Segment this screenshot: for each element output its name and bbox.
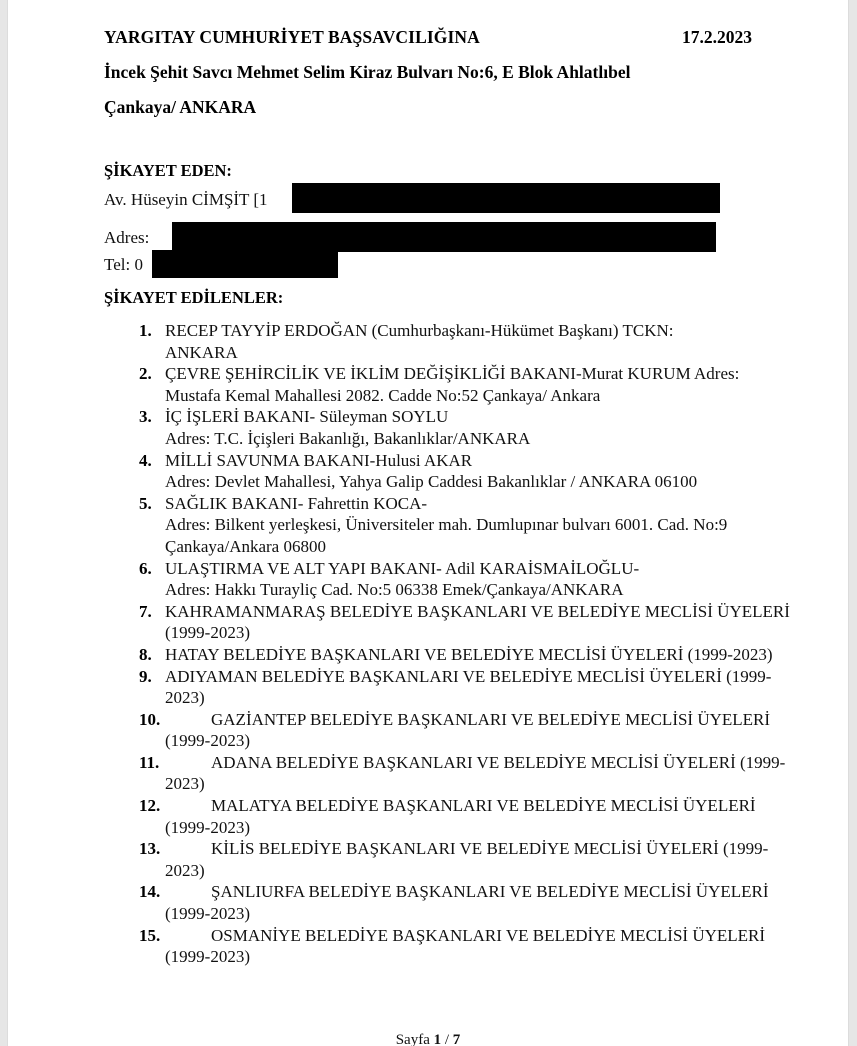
defendant-item — [104, 493, 804, 558]
defendant-number: 13. — [139, 839, 161, 859]
defendant-address: Adres: Devlet Mahallesi, Yahya Galip Caddesi Bakanlıklar / ANKARA 06100 — [165, 472, 698, 492]
defendant-number: 8. — [139, 644, 152, 664]
court-title: YARGITAY CUMHURİYET BAŞSAVCILIĞINA — [104, 27, 480, 47]
defendant-address: Mustafa Kemal Mahallesi 2082. Cadde No:52 Çankaya/ Ankara — [165, 385, 601, 405]
document-page — [8, 0, 848, 1046]
footer-current-page: 1 — [433, 1032, 442, 1046]
defendant-item — [104, 795, 804, 838]
defendant-item — [104, 363, 804, 406]
footer-total-pages: 7 — [452, 1032, 461, 1046]
redaction-bar-phone — [152, 250, 338, 278]
complainant-address-label: Adres: — [104, 228, 150, 247]
defendant-item — [104, 320, 804, 363]
defendant-title: ŞANLIURFA BELEDİYE BAŞKANLARI VE BELEDİYE MECLİSİ ÜYELERİ (1999-2023) — [165, 882, 769, 924]
defendant-title: ADIYAMAN BELEDİYE BAŞKANLARI VE BELEDİYE MECLİSİ ÜYELERİ (1999-2023) — [165, 666, 772, 708]
page-footer — [8, 1032, 848, 1046]
defendant-number: 5. — [139, 493, 152, 513]
defendant-item — [104, 881, 804, 924]
defendant-number: 7. — [139, 601, 152, 621]
defendant-title: KAHRAMANMARAŞ BELEDİYE BAŞKANLARI VE BELEDİYE MECLİSİ ÜYELERİ (1999-2023) — [165, 601, 790, 643]
defendant-title: OSMANİYE BELEDİYE BAŞKANLARI VE BELEDİYE MECLİSİ ÜYELERİ (1999-2023) — [165, 925, 766, 967]
complainant-heading: ŞİKAYET EDEN: — [104, 161, 232, 180]
complainant-name: Av. Hüseyin CİMŞİT [1 — [104, 190, 268, 209]
defendant-address: ANKARA — [165, 342, 238, 362]
defendant-title: GAZİANTEP BELEDİYE BAŞKANLARI VE BELEDİYE MECLİSİ ÜYELERİ (1999-2023) — [165, 709, 771, 751]
defendant-title: MİLLİ SAVUNMA BAKANI-Hulusi AKAR — [165, 450, 473, 470]
defendant-title: KİLİS BELEDİYE BAŞKANLARI VE BELEDİYE MECLİSİ ÜYELERİ (1999-2023) — [165, 839, 769, 880]
defendant-number: 1. — [139, 321, 152, 340]
defendant-number: 10. — [139, 709, 161, 729]
defendant-item — [104, 558, 804, 601]
redaction-bar-address — [172, 222, 716, 252]
document-header — [104, 27, 752, 118]
defendant-number: 14. — [139, 882, 161, 902]
defendant-number: 2. — [139, 364, 152, 384]
defendant-number: 6. — [139, 558, 152, 578]
defendant-title: SAĞLIK BAKANI- Fahrettin KOCA- — [165, 493, 428, 513]
defendant-number: 3. — [139, 407, 152, 427]
defendant-title: HATAY BELEDİYE BAŞKANLARI VE BELEDİYE MECLİSİ ÜYELERİ (1999-2023) — [165, 644, 773, 664]
defendant-number: 4. — [139, 450, 152, 470]
defendant-item — [104, 838, 804, 881]
defendants-list — [104, 320, 804, 968]
defendant-title: ADANA BELEDİYE BAŞKANLARI VE BELEDİYE MECLİSİ ÜYELERİ (1999-2023) — [165, 752, 786, 794]
defendant-item — [104, 644, 804, 666]
defendant-title: ÇEVRE ŞEHİRCİLİK VE İKLİM DEĞİŞİKLİĞİ BAKANI-Murat KURUM Adres: — [165, 364, 740, 384]
footer-label: Sayfa — [395, 1032, 430, 1046]
defendant-title: RECEP TAYYİP ERDOĞAN (Cumhurbaşkanı-Hükümet Başkanı) TCKN: — [165, 321, 674, 340]
defendant-item — [104, 601, 804, 644]
defendant-number: 9. — [139, 666, 152, 686]
defendant-item — [104, 406, 804, 449]
defendant-item — [104, 666, 804, 709]
defendant-title: İÇ İŞLERİ BAKANI- Süleyman SOYLU — [165, 407, 449, 427]
complainant-phone-label: Tel: 0 — [104, 255, 143, 274]
court-address-line-1: İncek Şehit Savcı Mehmet Selim Kiraz Bulvarı No:6, E Blok Ahlatlıbel — [104, 62, 631, 82]
defendants-heading: ŞİKAYET EDİLENLER: — [104, 288, 284, 307]
defendant-item — [104, 709, 804, 752]
defendant-title: MALATYA BELEDİYE BAŞKANLARI VE BELEDİYE MECLİSİ ÜYELERİ (1999-2023) — [165, 796, 756, 837]
defendant-address: Adres: Hakkı Turayliç Cad. No:5 06338 Emek/Çankaya/ANKARA — [165, 580, 624, 600]
defendant-item — [104, 752, 804, 795]
defendant-number: 11. — [139, 752, 160, 772]
document-date: 17.2.2023 — [682, 27, 752, 47]
defendant-number: 15. — [139, 925, 161, 945]
court-address-line-2: Çankaya/ ANKARA — [104, 97, 257, 117]
defendant-number: 12. — [139, 796, 161, 816]
defendant-item — [104, 450, 804, 493]
defendant-address: Adres: T.C. İçişleri Bakanlığı, Bakanlıklar/ANKARA — [165, 428, 531, 448]
defendant-title: ULAŞTIRMA VE ALT YAPI BAKANI- Adil KARAİSMAİLOĞLU- — [165, 558, 640, 578]
redaction-bar-name — [292, 183, 720, 213]
defendant-address: Adres: Bilkent yerleşkesi, Üniversiteler mah. Dumlupınar bulvarı 6001. Cad. No:9 Çankaya/Ankara 06800 — [165, 515, 728, 556]
defendant-item — [104, 925, 804, 968]
footer-separator: / — [444, 1032, 450, 1046]
